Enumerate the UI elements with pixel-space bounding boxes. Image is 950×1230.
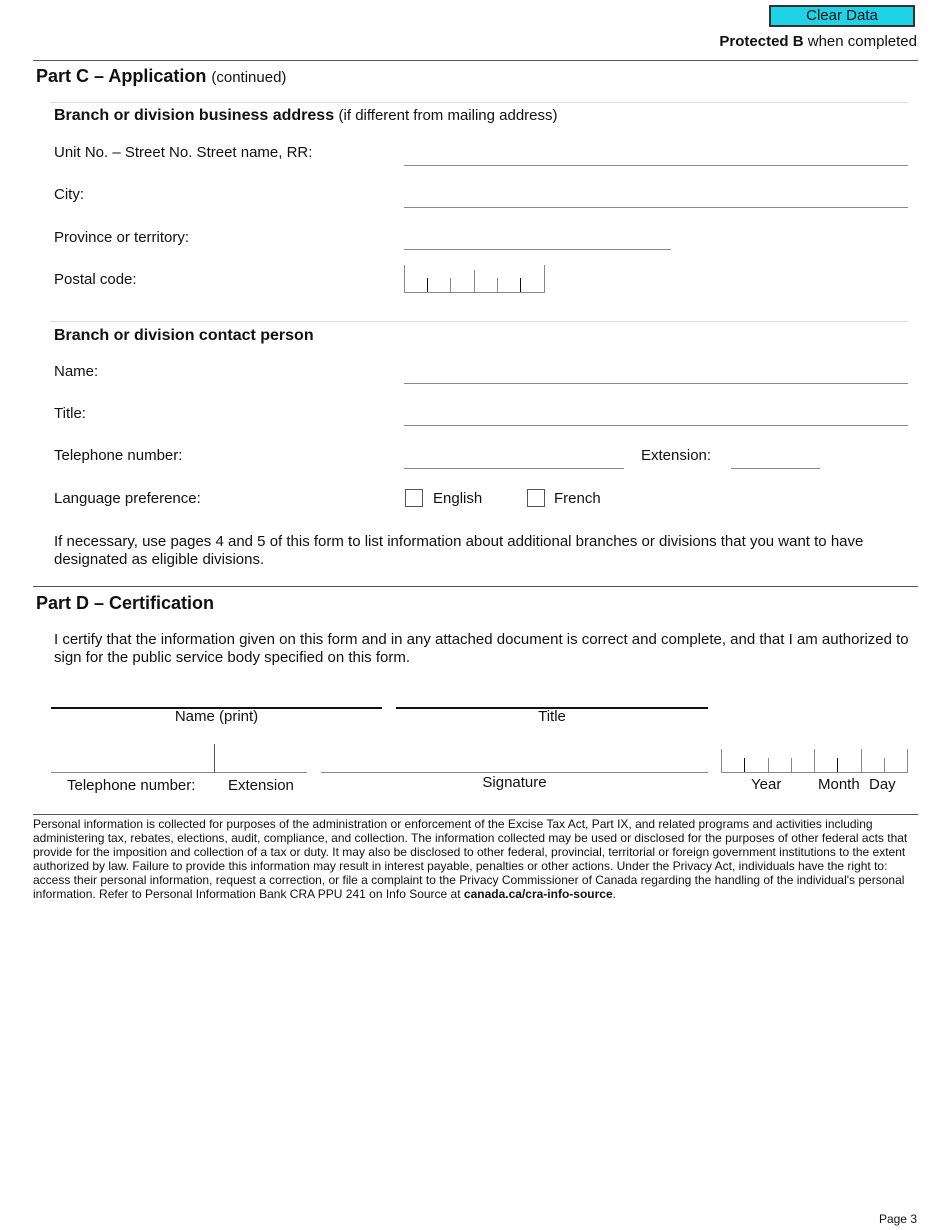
certification-statement: I certify that the information given on this form and in any attached document is correct and complete, and that I am authorized to sign for the public service body specified on this form. <box>54 631 909 666</box>
date-input[interactable] <box>721 748 909 773</box>
divider <box>50 102 908 103</box>
privacy-end: . <box>612 887 616 901</box>
divider <box>33 814 918 815</box>
year-label: Year <box>751 776 782 793</box>
cert-title-input[interactable] <box>396 685 708 709</box>
day-label: Day <box>869 776 896 793</box>
street-label: Unit No. – Street No. Street name, RR: <box>54 144 313 161</box>
cert-name-input[interactable] <box>51 685 382 709</box>
part-c-title-text: Part C – Application <box>36 66 207 86</box>
city-label: City: <box>54 186 84 203</box>
cert-phone-label: Telephone number: <box>67 777 196 794</box>
privacy-text: Personal information is collected for purposes of the administration or enforcement of the Excise Tax Act, Part IX, and related programs and activities including administering tax, rebates, elections, audit, compliance, and collection. The information collected may be used or disclosed for the purposes of other federal acts that provide for the imposition and collection of a tax or duty. It may also be disclosed to other federal, provincial, territorial or foreign government institutions to the extent authorized by law. Failure to provide this information may result in interest payable, penalties or other actions. Under the Privacy Act, individuals have the right to: access their personal information, request a correction, or file a complaint to the Privacy Commissioner of Canada regarding the handling of the individual's personal information. Refer to Personal Information Bank CRA PPU 241 on Info Source at <box>33 817 908 901</box>
address-heading <box>54 107 558 125</box>
province-label: Province or territory: <box>54 229 190 246</box>
contact-title-label: Title: <box>54 405 86 422</box>
cert-phone-input[interactable] <box>51 744 214 773</box>
postal-code-label: Postal code: <box>54 271 137 288</box>
divider <box>33 586 918 587</box>
info-source-link[interactable]: canada.ca/cra-info-source <box>463 887 613 901</box>
part-d-title: Part D – Certification <box>36 593 215 613</box>
address-heading-text: Branch or division business address <box>54 107 335 124</box>
contact-phone-input[interactable] <box>404 447 624 469</box>
contact-phone-label: Telephone number: <box>54 447 183 464</box>
language-label: Language preference: <box>54 490 201 507</box>
cert-name-label: Name (print) <box>174 708 259 725</box>
street-input[interactable] <box>404 143 908 166</box>
city-input[interactable] <box>404 186 908 208</box>
protected-suffix: when completed <box>803 33 917 50</box>
contact-extension-input[interactable] <box>731 447 820 469</box>
additional-branches-note: If necessary, use pages 4 and 5 of this form to list information about additional branches or divisions that you want to have designated as eligible divisions. <box>54 533 864 568</box>
divider <box>33 60 918 61</box>
page-number: Page 3 <box>878 1212 917 1226</box>
protected-notice <box>719 33 917 50</box>
cert-title-label: Title <box>538 708 566 725</box>
month-label: Month <box>818 776 860 793</box>
divider <box>50 321 908 322</box>
contact-extension-label: Extension: <box>641 447 712 464</box>
protected-level: Protected B <box>719 33 804 50</box>
contact-name-input[interactable] <box>404 362 908 384</box>
english-label: English <box>433 490 483 507</box>
cert-extension-input[interactable] <box>215 744 307 773</box>
contact-title-input[interactable] <box>404 404 908 426</box>
english-checkbox[interactable] <box>405 489 423 507</box>
part-c-title-suffix: (continued) <box>211 69 287 86</box>
privacy-notice <box>33 817 919 901</box>
signature-label: Signature <box>482 774 547 791</box>
contact-heading: Branch or division contact person <box>54 327 314 344</box>
part-c-title <box>36 66 286 87</box>
clear-data-button[interactable]: Clear Data <box>769 5 915 27</box>
signature-input[interactable] <box>321 744 708 773</box>
postal-code-input[interactable] <box>404 264 546 293</box>
address-heading-suffix: (if different from mailing address) <box>338 107 558 124</box>
province-input[interactable] <box>404 228 671 250</box>
contact-name-label: Name: <box>54 363 99 380</box>
french-checkbox[interactable] <box>527 489 545 507</box>
cert-extension-label: Extension <box>228 777 294 794</box>
french-label: French <box>554 490 601 507</box>
